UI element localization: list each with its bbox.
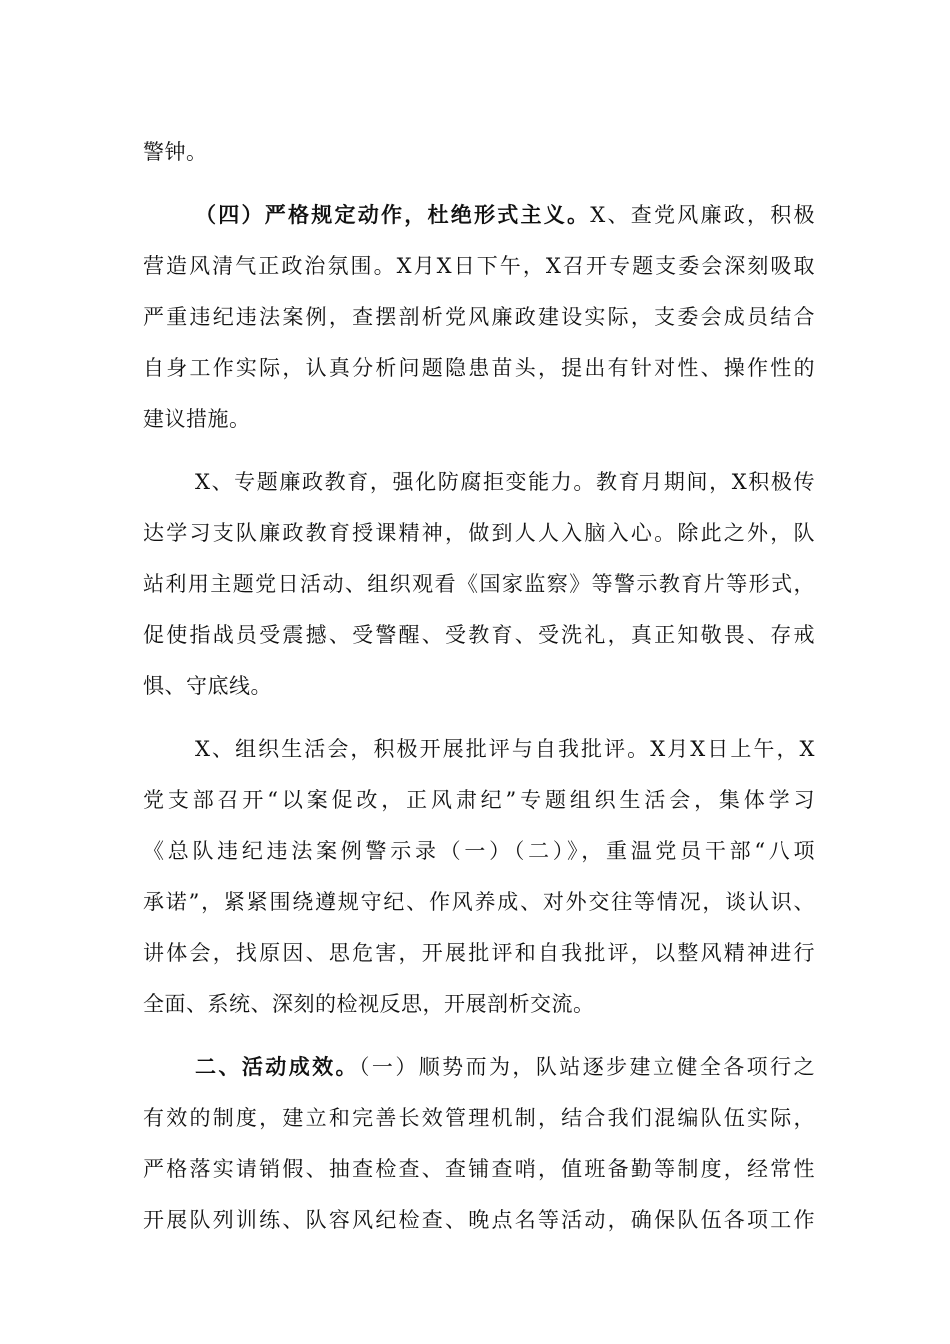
text-line: 站利用主题党日活动、组织观看《国家监察》等警示教育片等形式， [143, 572, 815, 596]
paragraph-life-meeting [143, 729, 815, 1035]
text-line-first: X、组织生活会，积极开展批评与自我批评。X月X日上午，X [195, 737, 815, 761]
paragraph-section-four [143, 195, 815, 450]
text-line-last: 惧、守底线。 [143, 674, 272, 698]
text-span: X、查党风廉政，积极 [590, 203, 815, 227]
text-line: 开展队列训练、队容风纪检查、晚点名等活动，确保队伍各项工作 [143, 1208, 815, 1232]
paragraph-integrity-education [143, 462, 815, 717]
text-line: 党支部召开“以案促改，正风肃纪”专题组织生活会，集体学习 [143, 788, 815, 812]
text-line: 承诺”，紧紧围绕遵规守纪、作风养成、对外交往等情况，谈认识、 [143, 890, 815, 914]
text-line: 促使指战员受震撼、受警醒、受教育、受洗礼，真正知敬畏、存戒 [143, 623, 815, 647]
text-line-first [143, 1047, 815, 1098]
text-line-last: 建议措施。 [143, 407, 251, 431]
section-heading: （四）严格规定动作，杜绝形式主义。 [195, 202, 591, 227]
paragraph-activity-results [143, 1047, 815, 1251]
text-line-first: X、专题廉政教育，强化防腐拒变能力。教育月期间，X积极传 [195, 470, 815, 494]
text-span: （一）顺势而为，队站逐步建立健全各项行之 [358, 1055, 816, 1079]
text-line: 《总队违纪违法案例警示录（一）（二）》，重温党员干部“八项 [143, 839, 815, 863]
text-line-last: 全面、系统、深刻的检视反思，开展剖析交流。 [143, 992, 595, 1016]
text-line: 严格落实请销假、抽查检查、查铺查哨，值班备勤等制度，经常性 [143, 1157, 815, 1181]
section-heading: 二、活动成效。 [195, 1054, 359, 1079]
text-line: 讲体会，找原因、思危害，开展批评和自我批评，以整风精神进行 [143, 941, 815, 965]
text-line: 警钟。 [143, 140, 208, 164]
text-line: 达学习支队廉政教育授课精神，做到人人入脑入心。除此之外，队 [143, 521, 815, 545]
text-line-first [143, 195, 815, 246]
paragraph-continuation [143, 132, 815, 183]
document-body [143, 132, 815, 1251]
text-line: 严重违纪违法案例，查摆剖析党风廉政建设实际，支委会成员结合 [143, 305, 815, 329]
text-line: 有效的制度，建立和完善长效管理机制，结合我们混编队伍实际， [143, 1106, 815, 1130]
text-line: 营造风清气正政治氛围。X月X日下午，X召开专题支委会深刻吸取 [143, 254, 815, 278]
text-line: 自身工作实际，认真分析问题隐患苗头，提出有针对性、操作性的 [143, 356, 815, 380]
